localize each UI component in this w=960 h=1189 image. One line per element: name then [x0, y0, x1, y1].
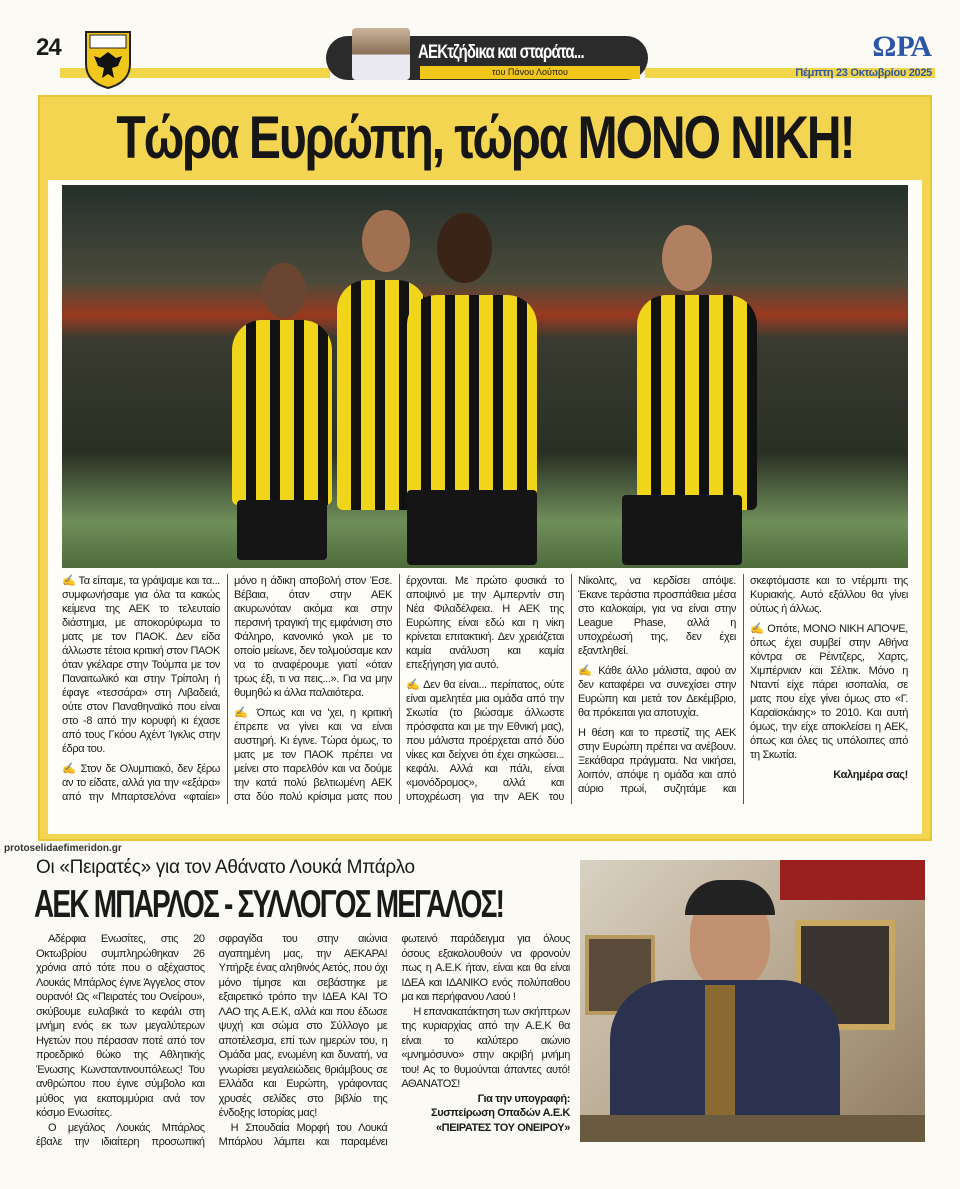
loukas-barlos-photo — [580, 860, 925, 1142]
article2-body — [36, 932, 570, 1150]
article-body — [62, 574, 908, 804]
players-celebration-photo — [62, 185, 908, 568]
article-paragraph: ✍ Όπως και να 'χει, η κριτική έπρεπε να γίνει και να είναι αυστηρή. Κι έγινε. Τώρα όμως, το ματς με τον ΠΑΟΚ πρέπει να μείνει στο παρελθόν και να δούμε την κατά πολύ βελτιωμένη ΑΕΚ στα δύο πολύ κρίσιμα ματς που έρχονται. Με πρώτο φυσικά το αποψινό με την Αμπερντίν στη Νέα Φιλαδέλφεια. Η ΑΕΚ της Ευρώπης είναι εδώ και η νίκη κρίνεται επιτακτική. Δεν χρειάζεται καμία ανάλυση και καμία επεξήγηση για αυτό. — [234, 575, 564, 803]
article2-kicker: Οι «Πειρατές» για τον Αθάνατο Λουκά Μπάρλο — [36, 857, 415, 878]
signature-line: Για την υπογραφή: — [477, 1092, 570, 1105]
article-paragraph: Ο μεγάλος Λουκάς Μπάρλος έβαλε την ιδιαίτερη προσωπική σφραγίδα του στην αιώνια αγαπημένη μας, την ΑΕΚΑΡΑ! Υπήρξε ένας αληθινός Αετός, που όχι μόνο τίμησε και σεβάστηκε με εξαιρετικό τρόπο την ΙΔΕΑ ΚΑΙ ΤΟ ΛΑΟ της Α.Ε.Κ, αλλά και που έδωσε ψυχή και σώμα στο Σύλλογο με αποτέλεσμα, επί των ημερών του, η Ομάδα μας, ενωμένη και δυνατή, να γνωρίσει μεγαλειώδεις θριάμβους σε Ελλάδα και Ευρώπη, γράφοντας χρυσές σελίδες στο βιβλίο της ένδοξης Ιστορίας μας! — [36, 933, 388, 1148]
article-paragraph: ✍ Στον δε Ολυμπιακό, δεν ξέρω αν το είδατε, αλλά για την «εξάρα» από την Μπαρτσελόνα «φταίει» μόνο η άδικη αποβολή στον Έσε. Βέβαια, όταν στην ΑΕΚ ακυρωνόταν ακόμα και στην περσινή τραγική της εμφάνιση στο Φάληρο, κανονικό γκολ με το οποίο μείωνε, δεν τολμούσαμε καν να το αναφέρουμε γιατί «όταν τρως έξι, τι να πεις...». Για να μην θυμηθώ κι άλλα παλαιότερα. — [62, 575, 392, 803]
article-paragraph: ✍ Κάθε άλλο μάλιστα, αφού αν δεν καταφέρει να συνεχίσει στην Ευρώπη και μετά τον Δεκέμβριο, θα πρόκειται για αποτυχία. — [578, 665, 736, 719]
signature — [401, 1092, 570, 1136]
column-author: του Πάνου Λούπου — [420, 66, 640, 79]
article-paragraph: Αδέρφια Ενωσίτες, στις 20 Οκτωβρίου συμπληρώθηκαν 26 χρόνια από τότε που ο αξέχαστος Λουκάς Μπάρλος έγινε Άγγελος στον ουρανό! Ως «Πειρατές του Ονείρου», σκύβουμε ευλαβικά το κεφάλι στη μνήμη ενός εκ των μεγαλύτερων Ηγετών που πέρασαν ποτέ από τον προεδρικό θώκο της Αθλητικής Ένωσης Κωνσταντινουπόλεως! Του ανθρώπου που έγινε σύμβολο και μύθος για εκατομμύρια ανά τον κόσμο Ενωσίτες. — [36, 933, 205, 1119]
article-paragraph: ✍ Τα είπαμε, τα γράψαμε και τα... συμφωνήσαμε για όλα τα κακώς κείμενα της ΑΕΚ το τελευταίο διάστημα, με αποκορύφωμα το ματς με τον ΠΑΟΚ. Δεν είδα άλλωστε τέτοια κριτική στον ΠΑΟΚ όταν γκέλαρε στην Τούμπα με τον Παναιτωλικό και στην Τρίπολη ή έφαγε «τεσσάρα» στη Λιβαδειά, ούτε στον Παναθηναϊκό που είναι στο -8 από την κορυφή κι έχασε από τους Γκόου Αχέντ Ίγκλις στην έδρα του. — [62, 575, 220, 755]
article2-headline: ΑΕΚ ΜΠΑΡΛΟΣ - ΣΥΛΛΟΓΟΣ ΜΕΓΑΛΟΣ! — [34, 882, 504, 926]
newspaper-brand: ΩΡΑ — [872, 30, 932, 63]
issue-date: Πέμπτη 23 Οκτωβρίου 2025 — [795, 67, 932, 79]
aek-logo-icon — [84, 30, 132, 90]
signature-line: Συσπείρωση Οπαδών Α.Ε.Κ — [431, 1107, 570, 1119]
author-avatar — [352, 28, 410, 80]
article-signoff: Καλημέρα σας! — [833, 769, 908, 781]
watermark: protoselidaefimeridon.gr — [4, 843, 122, 854]
article-paragraph: Η επανακατάκτηση των σκήπτρων της κυριαρχίας από την Α.Ε.Κ θα είναι το καλύτερο αιώνιο «μνημόσυνο» στην ακριβή μνήμη του! Ας το θυμούνται άπαντες αυτό! ΑΘΑΝΑΤΟΣ! — [401, 1005, 570, 1090]
article-paragraph: Η Σπουδαία Μορφή του Λουκά Μπάρλου λάμπει και παραμένει φωτεινό παράδειγμα για όλους όσους εξακολουθούν να φρονούν πως η Α.Ε.Κ ήταν, είναι και θα είναι ΙΔΕΑ και ΙΔΑΝΙΚΟ ενός πολύπαθου μα και περήφανου Λαού ! — [218, 933, 570, 1148]
article-paragraph: ✍ Οπότε, ΜΟΝΟ ΝΙΚΗ ΑΠΟΨΕ, όπως έχει συμβεί στην Αθήνα κόντρα σε Ρέιντζερς, Χαρτς, Χιμπέρνιαν και Σέλτικ. Μόνο η Νταντί είχε πάρει ισοπαλία, σε ματς που είχε γίνει όμως στο «Γ. Καραϊσκάκης» το 2010. Και αυτή όμως, την είχε αποκλείσει η ΑΕΚ, όπως και όλες τις υπόλοιπες από τη Σκωτία. — [750, 623, 908, 761]
page-number: 24 — [36, 34, 61, 61]
article-paragraph: Η θέση και το πρεστίζ της ΑΕΚ στην Ευρώπη πρέπει να ανέβουν. Ξεκάθαρα πράγματα. Να νικήσει, λοιπόν, απόψε η ομάδα και από αύριο πρωί, συζητάμε και σκεφτόμαστε και το ντέρμπι της Κυριακής. Αυτό εξάλλου θα γίνει ούτως ή άλλως. — [578, 575, 908, 795]
column-title: ΑΕΚτζήδικα και σταράτα... — [418, 41, 584, 64]
article-paragraph: ✍ Δεν θα είναι... περίπατος, ούτε είναι αμελητέα μια ομάδα από την Σκωτία (το βιώσαμε άλλωστε πρόσφατα και με την Εθνική μας), που μάλιστα προέρχεται από δύο νίκες και δείχνει ότι έχει σηκώσει... κεφάλι. Αλλά και πάλι, είναι «μονόδρομος», αλλά και υποχρέωση για την ΑΕΚ του Νίκολιτς, να κερδίσει απόψε. Έκανε τεράστια προσπάθεια μέσα στο καλοκαίρι, για να είναι στην League Phase, αλλά η υποχρέωσή της, δεν έχει εξαντληθεί. — [406, 575, 736, 803]
article-headline: Τώρα Ευρώπη, τώρα ΜΟΝΟ ΝΙΚΗ! — [116, 105, 854, 172]
signature-line: «ΠΕΙΡΑΤΕΣ ΤΟΥ ΟΝΕΙΡΟΥ» — [435, 1121, 570, 1134]
